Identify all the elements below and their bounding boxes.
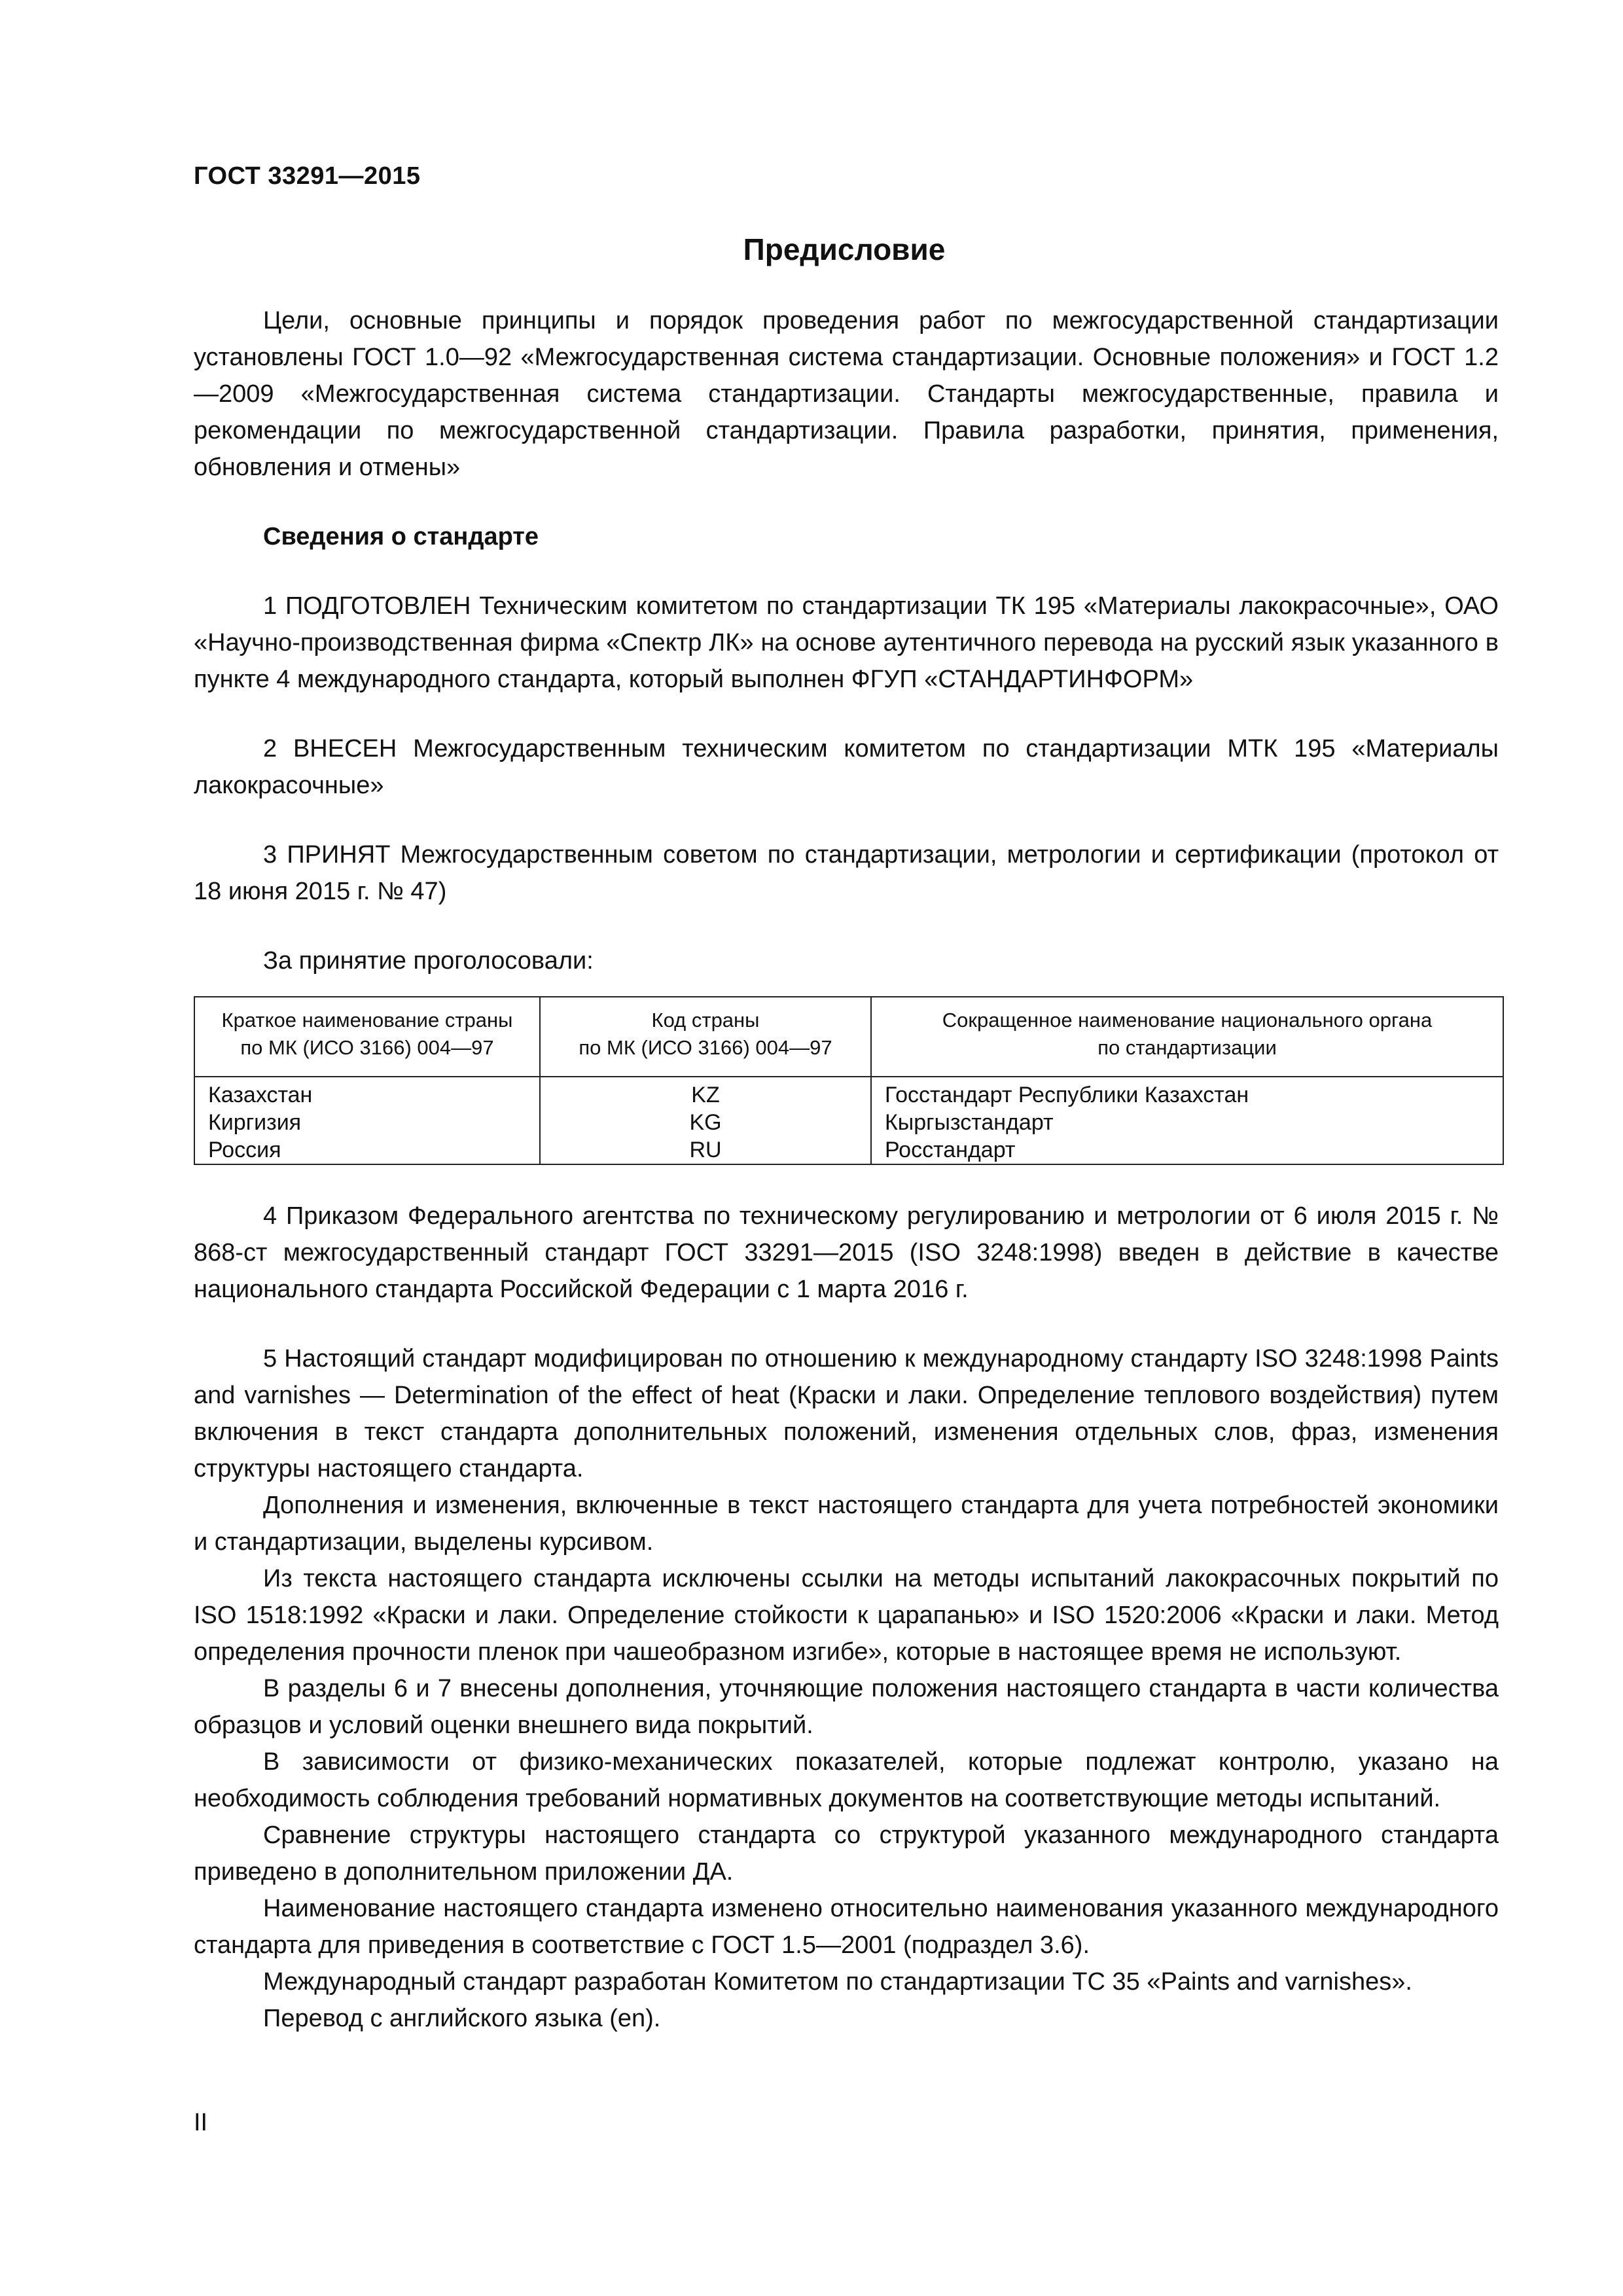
table-row: [194, 1077, 1503, 1164]
voting-table: [194, 996, 1504, 1165]
item-3-paragraph: 3 ПРИНЯТ Межгосударственным советом по стандартизации, метрологии и сертификации (протокол от 18 июня 2015 г. № 47): [194, 841, 1499, 905]
intro-paragraph: Цели, основные принципы и порядок проведения работ по межгосударственной стандартизации установлены ГОСТ 1.0—92 «Межгосударственная система стандартизации. Основные положения» и ГОСТ 1.2—2009 «Межгосударственная система стандартизации. Стандарты межгосударственные, правила и рекомендации по межгосударственной стандартизации. Правила разработки, принятия, применения, обновления и отмены»: [194, 307, 1499, 481]
item-5d-paragraph: В зависимости от физико-механических показателей, которые подлежат контролю, указано на необходимость соблюдения требований нормативных документов на соответствующие методы испытаний.: [194, 1748, 1499, 1812]
table-header-code: Код страны по МК (ИСО 3166) 004—97: [540, 997, 871, 1077]
table-cell-bodies: Госстандарт Республики Казахстан Кыргызстандарт Росстандарт: [871, 1077, 1503, 1164]
item-5f-paragraph: Наименование настоящего стандарта изменено относительно наименования указанного международного стандарта для приведения в соответствие с ГОСТ 1.5—2001 (подраздел 3.6).: [194, 1895, 1499, 1959]
item-4-paragraph: 4 Приказом Федерального агентства по техническому регулированию и метрологии от 6 июля 2015 г. № 868-ст межгосударственный стандарт ГОСТ 33291—2015 (ISO 3248:1998) введен в действие в качестве национального стандарта Российской Федерации с 1 марта 2016 г.: [194, 1202, 1499, 1303]
item-5-paragraph: 5 Настоящий стандарт модифицирован по отношению к международному стандарту ISO 3248:1998 Paints and varnishes — Determination of the effect of heat (Краски и лаки. Определение теплового воздействия) путем включения в текст стандарта дополнительных положений, изменения отдельных слов, фраз, изменения структуры настоящего стандарта.: [194, 1345, 1499, 1482]
table-cell-countries: Казахстан Киргизия Россия: [194, 1077, 540, 1164]
item-5h-paragraph: Перевод с английского языка (en).: [263, 2005, 661, 2032]
item-5e-paragraph: Сравнение структуры настоящего стандарта со структурой указанного международного стандарта приведено в дополнительном приложении ДА.: [194, 1821, 1499, 1886]
table-header-body: Сокращенное наименование национального органа по стандартизации: [871, 997, 1503, 1077]
page-number: II: [194, 2109, 208, 2136]
document-id-header: ГОСТ 33291—2015: [194, 162, 421, 190]
table-cell-codes: KZ KG RU: [540, 1077, 871, 1164]
item-2-paragraph: 2 ВНЕСЕН Межгосударственным техническим комитетом по стандартизации МТК 195 «Материалы лакокрасочные»: [194, 735, 1499, 799]
subheading: Сведения о стандарте: [263, 523, 539, 550]
item-5c-paragraph: В разделы 6 и 7 внесены дополнения, уточняющие положения настоящего стандарта в части количества образцов и условий оценки внешнего вида покрытий.: [194, 1675, 1499, 1739]
item-5a-paragraph: Дополнения и изменения, включенные в текст настоящего стандарта для учета потребностей экономики и стандартизации, выделены курсивом.: [194, 1492, 1499, 1556]
table-header-country: Краткое наименование страны по МК (ИСО 3166) 004—97: [194, 997, 540, 1077]
vote-intro: За принятие проголосовали:: [263, 947, 594, 975]
item-5b-paragraph: Из текста настоящего стандарта исключены ссылки на методы испытаний лакокрасочных покрытий по ISO 1518:1992 «Краски и лаки. Определение стойкости к царапанью» и ISO 1520:2006 «Краски и лаки. Метод определения прочности пленок при чашеобразном изгибе», которые в настоящее время не используют.: [194, 1565, 1499, 1666]
item-1-paragraph: 1 ПОДГОТОВЛЕН Техническим комитетом по стандартизации ТК 195 «Материалы лакокрасочные», ОАО «Научно-производственная фирма «Спектр ЛК» на основе аутентичного перевода на русский язык указанного в пункте 4 международного стандарта, который выполнен ФГУП «СТАНДАРТИНФОРМ»: [194, 592, 1499, 693]
table-header-row: [194, 997, 1503, 1077]
page-title: Предисловие: [743, 232, 946, 266]
document-body: [194, 302, 1499, 2037]
item-5g-paragraph: Международный стандарт разработан Комитетом по стандартизации ТС 35 «Paints and varnishes».: [263, 1968, 1412, 1996]
